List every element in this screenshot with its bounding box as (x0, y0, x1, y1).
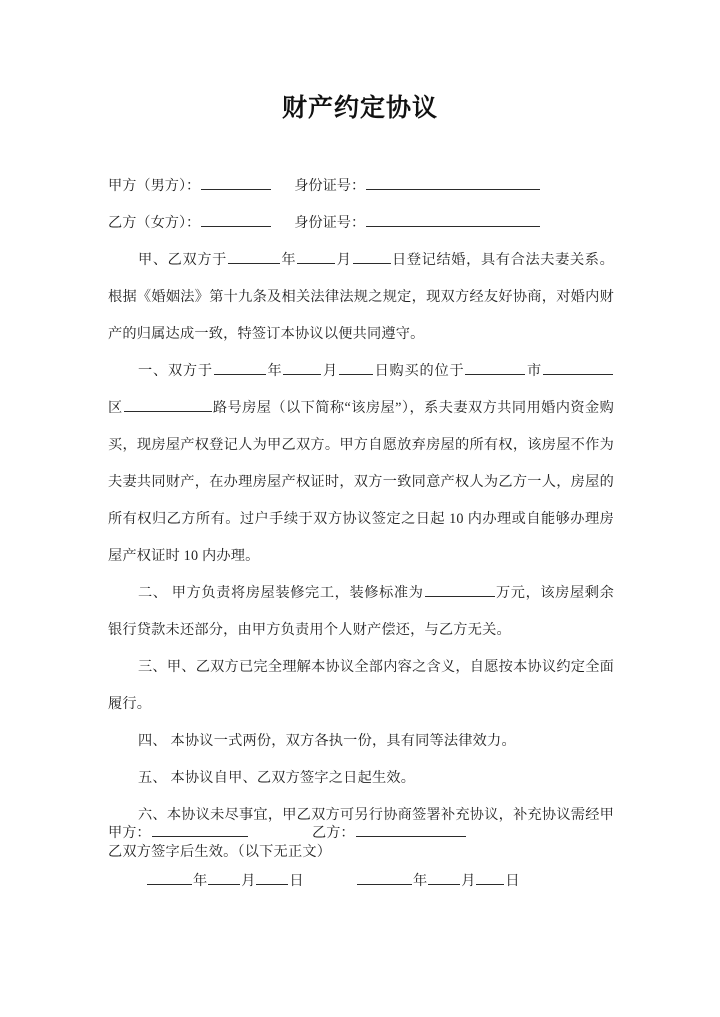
clause-4-paragraph (108, 723, 614, 760)
signature-block (108, 822, 614, 904)
signature-party-b-label: 乙方： (312, 825, 355, 842)
date-b-month-unit: 月 (461, 873, 476, 890)
clause-1-month-blank[interactable] (283, 360, 321, 375)
signature-party-a (108, 822, 249, 842)
clause-3-number: 三、 (138, 659, 167, 675)
clause-2-rest: 万元，该房屋剩余银行贷款未还部分，由甲方负责用个人财产偿还，与乙方无关。 (108, 585, 614, 638)
clause-2-paragraph (108, 575, 614, 649)
clause-1-day-unit: 日购买的位于 (374, 363, 465, 379)
preamble-paragraph (108, 242, 614, 353)
party-a-label: 甲方（男方）： (108, 178, 201, 194)
party-b-id-blank[interactable] (366, 212, 540, 227)
signature-date-a (146, 870, 304, 890)
clause-5-paragraph (108, 760, 614, 797)
clause-1-year-blank[interactable] (214, 360, 266, 375)
party-a-id-blank[interactable] (366, 175, 540, 190)
preamble-month-blank[interactable] (297, 249, 335, 264)
clause-6-text: 本协议未尽事宜，甲乙双方可另行协商签署补充协议，补充协议需经甲乙双方签字后生效。（以下无正文） (108, 807, 615, 860)
clause-1-day-blank[interactable] (339, 360, 373, 375)
clause-1-lead: 双方于 (167, 363, 213, 379)
date-b-year-unit: 年 (413, 873, 428, 890)
clause-1-month-unit: 月 (322, 363, 338, 379)
clause-5-number: 五、 (138, 770, 167, 786)
signature-party-b (312, 822, 467, 842)
clause-1-city-unit: 市 (526, 363, 542, 379)
clause-2-lead: 甲方负责将房屋装修完工，装修标准为 (167, 585, 424, 601)
clause-2-amount-blank[interactable] (425, 582, 495, 597)
preamble-rest: 日登记结婚，具有合法夫妻关系。根据《婚姻法》第十九条及相关法律法规之规定，现双方经友好协商，对婚内财产的归属达成一致，特签订本协议以便共同遵守。 (108, 252, 614, 342)
signature-party-a-label: 甲方： (108, 825, 151, 842)
preamble-lead: 甲、乙双方于 (138, 252, 227, 268)
party-b-label: 乙方（女方）： (108, 215, 201, 231)
date-a-day-unit: 日 (289, 873, 304, 890)
clause-3-paragraph (108, 649, 614, 723)
signature-date-b (356, 870, 520, 890)
clause-1-number: 一、 (138, 363, 168, 379)
preamble-month-unit: 月 (336, 252, 352, 268)
party-b-name-blank[interactable] (201, 212, 271, 227)
preamble-year-unit: 年 (280, 252, 297, 268)
clause-1-rest: 路号房屋（以下简称“该房屋”），系夫妻双方共同用婚内资金购买，现房屋产权登记人为甲乙双方。甲方自愿放弃房屋的所有权，该房屋不作为夫妻共同财产，在办理房屋产权证时，双方一致同意产权人为乙方一人，房屋的所有权归乙方所有。过户手续于双方协议签定之日起 10 内办理或自能够办理房屋产权证时 10 内办理。 (108, 400, 615, 564)
page-title: 财产约定协议 (281, 95, 438, 122)
date-a-year-unit: 年 (193, 873, 208, 890)
date-a-year-blank[interactable] (147, 870, 192, 885)
clause-3-text: 甲、乙双方已完全理解本协议全部内容之含义，自愿按本协议约定全面履行。 (108, 659, 615, 712)
party-a-id-label: 身份证号： (294, 178, 366, 194)
date-b-year-blank[interactable] (357, 870, 412, 885)
clause-4-number: 四、 (138, 733, 167, 749)
party-a-row (108, 168, 614, 205)
date-b-day-blank[interactable] (476, 870, 504, 885)
signature-names-row (108, 822, 614, 856)
date-a-month-unit: 月 (241, 873, 256, 890)
preamble-day-blank[interactable] (353, 249, 391, 264)
preamble-year-blank[interactable] (228, 249, 280, 264)
signature-party-b-blank[interactable] (356, 822, 466, 837)
clause-5-text: 本协议自甲、乙双方签字之日起生效。 (166, 770, 416, 786)
date-b-day-unit: 日 (505, 873, 520, 890)
party-b-id-label: 身份证号： (294, 215, 366, 231)
document-body (108, 168, 614, 871)
party-b-row (108, 205, 614, 242)
clause-1-road-blank[interactable] (124, 397, 212, 412)
party-a-name-blank[interactable] (201, 175, 271, 190)
clause-1-city-blank[interactable] (465, 360, 525, 375)
clause-2-number: 二、 (138, 585, 168, 601)
signature-party-a-blank[interactable] (152, 822, 248, 837)
clause-1-district-unit: 区 (108, 400, 123, 416)
date-a-day-blank[interactable] (256, 870, 288, 885)
clause-1-paragraph (108, 353, 614, 575)
date-b-month-blank[interactable] (428, 870, 460, 885)
clause-1-year-unit: 年 (266, 363, 283, 379)
clause-1-district-blank[interactable] (543, 360, 613, 375)
clause-4-text: 本协议一式两份，双方各执一份，具有同等法律效力。 (166, 733, 516, 749)
signature-dates-row (108, 870, 614, 904)
date-a-month-blank[interactable] (208, 870, 240, 885)
clause-6-number: 六、 (138, 807, 167, 823)
